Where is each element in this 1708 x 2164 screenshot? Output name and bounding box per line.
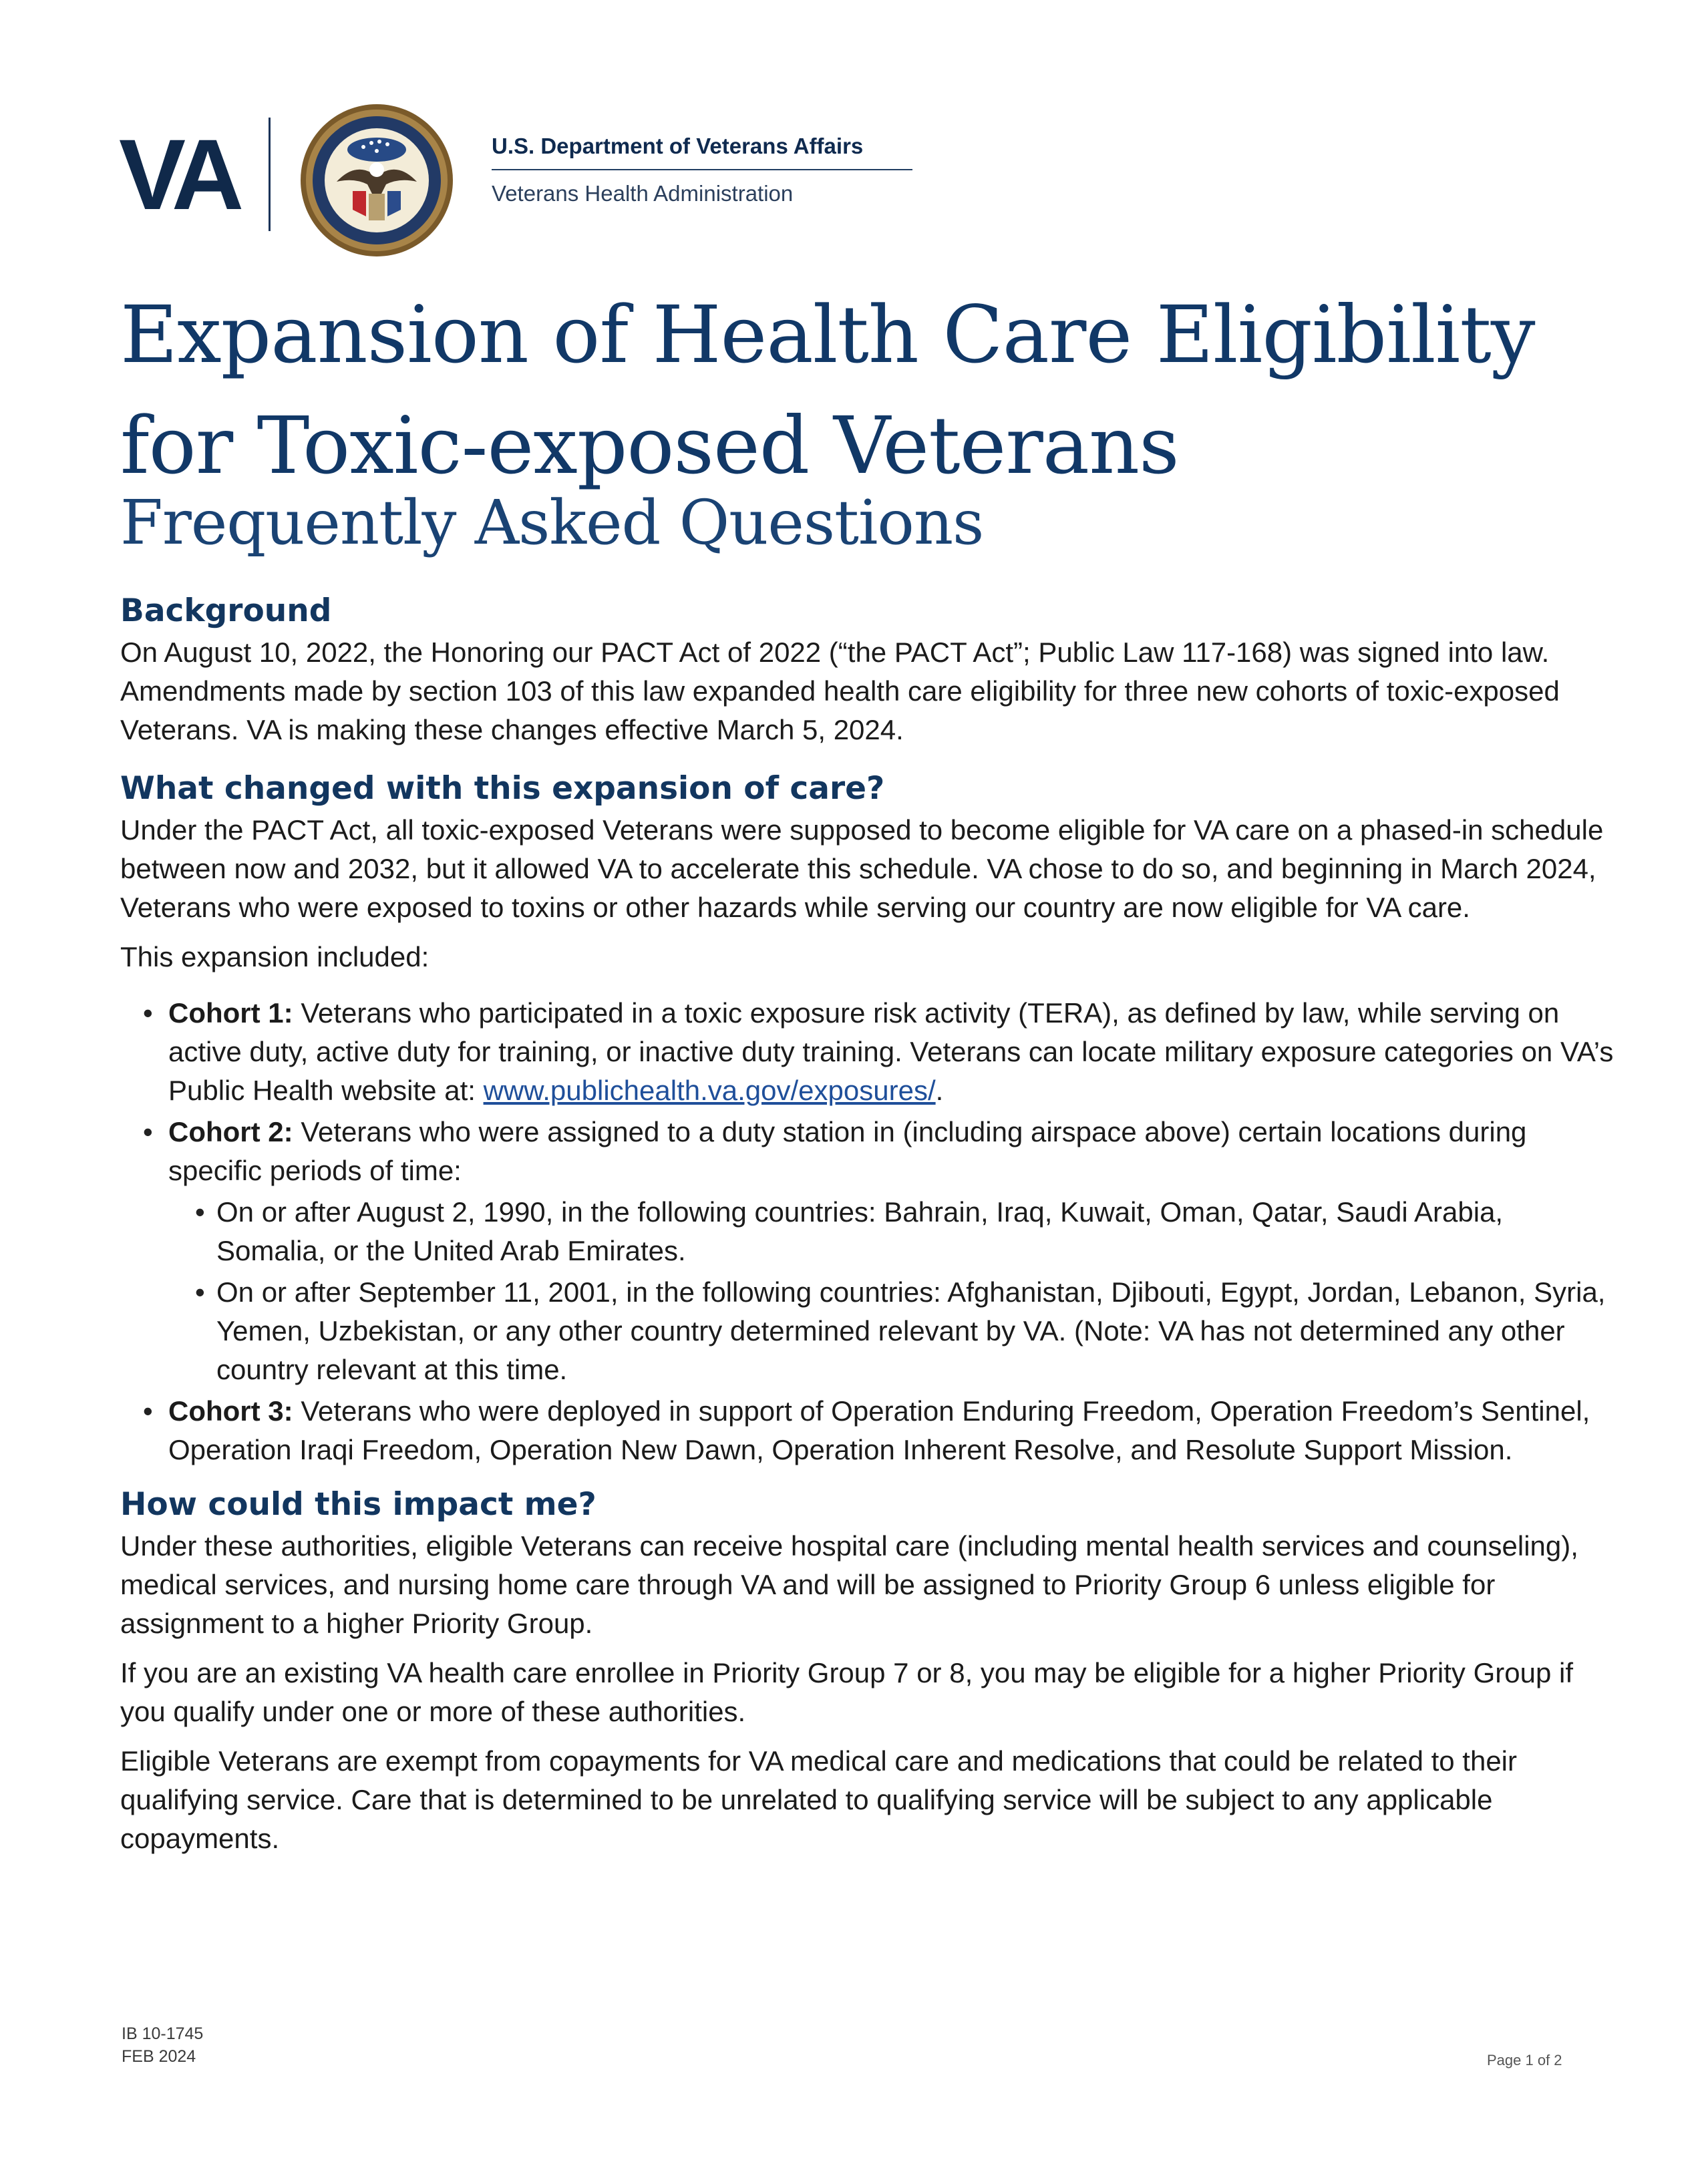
page-subtitle: Frequently Asked Questions: [120, 487, 984, 558]
document-date: FEB 2024: [122, 2047, 196, 2066]
logo-divider: [269, 118, 271, 231]
page-title: [120, 279, 1630, 501]
cohort-2-label: Cohort 2:: [168, 1116, 293, 1147]
cohort-2-item: [120, 1113, 1616, 1190]
background-heading: Background: [120, 592, 332, 629]
administration-name: Veterans Health Administration: [492, 181, 794, 206]
cohort-3-item: [120, 1392, 1616, 1469]
cohort-list: [120, 994, 1616, 1469]
cohort-2-subitem-1990: • On or after August 2, 1990, in the following countries: Bahrain, Iraq, Kuwait, Oman, Qatar, Saudi Arabia, Somalia, or the United Arab Emirates.: [120, 1193, 1616, 1270]
impact-paragraph-1: Under these authorities, eligible Veterans can receive hospital care (including mental health services and counseling), medical services, and nursing home care through VA and will be assigned to Priority Group 6 unless eligible for assignment to a higher Priority Group.: [120, 1530, 1578, 1639]
main-content: [120, 589, 1616, 1858]
cohort-3-text: Veterans who were deployed in support of Operation Enduring Freedom, Operation Freedom’s Sentinel, Operation Iraqi Freedom, Operation New Dawn, Operation Inherent Resolve, and Resolute Support Mission.: [168, 1395, 1590, 1465]
document-code: IB 10-1745: [122, 2024, 204, 2043]
impact-paragraph-3: Eligible Veterans are exempt from copayments for VA medical care and medications that could be related to their qualifying service. Care that is determined to be unrelated to qualifying service will be subject to any applicable copayments.: [120, 1745, 1517, 1854]
cohort-1-trailing: .: [935, 1075, 944, 1106]
public-health-exposures-link[interactable]: www.publichealth.va.gov/exposures/: [483, 1075, 936, 1106]
va-logo: VA: [119, 118, 238, 230]
cohort-1-label: Cohort 1:: [168, 997, 293, 1029]
header-rule: [492, 169, 912, 170]
department-name: U.S. Department of Veterans Affairs: [492, 134, 864, 158]
cohort-1-text: Veterans who participated in a toxic exposure risk activity (TERA), as defined by law, while serving on active duty, active duty for training, or inactive duty training. Veterans can locate military exposure categories on VA’s Public Health website at:: [168, 997, 1614, 1106]
impact-heading: How could this impact me?: [120, 1486, 596, 1523]
expansion-intro: This expansion included:: [120, 941, 430, 972]
cohort-2-text: Veterans who were assigned to a duty station in (including airspace above) certain locations during specific periods of time:: [168, 1116, 1527, 1186]
title-line-2: for Toxic-exposed Veterans: [120, 399, 1179, 492]
title-line-1: Expansion of Health Care Eligibility: [120, 289, 1535, 381]
letterhead: [119, 112, 987, 252]
cohort-1-item: [120, 994, 1616, 1110]
what-changed-text: Under the PACT Act, all toxic-exposed Veterans were supposed to become eligible for VA care on a phased-in schedule between now and 2032, but it allowed VA to accelerate this schedule. VA chose to do so, and beginning in March 2024, Veterans who were exposed to toxins or other hazards while serving our country are now eligible for VA care.: [120, 814, 1604, 923]
department-block: [492, 135, 912, 204]
background-text: On August 10, 2022, the Honoring our PACT Act of 2022 (“the PACT Act”; Public Law 117-168) was signed into law. Amendments made by section 103 of this law expanded health care eligibility for three new cohorts of toxic-exposed Veterans. VA is making these changes effective March 5, 2024.: [120, 637, 1560, 745]
cohort-2-subitem-2001: • On or after September 11, 2001, in the following countries: Afghanistan, Djibouti, Egypt, Jordan, Lebanon, Syria, Yemen, Uzbekistan, or any other country determined relevant by VA. (Note: VA has not determined any other country relevant at this time.: [120, 1273, 1616, 1389]
va-seal-icon: [299, 103, 454, 258]
impact-paragraph-2: If you are an existing VA health care enrollee in Priority Group 7 or 8, you may be eligible for a higher Priority Group if you qualify under one or more of these authorities.: [120, 1657, 1573, 1727]
footer-document-id: [122, 2022, 203, 2068]
what-changed-heading: What changed with this expansion of care?: [120, 770, 885, 807]
page-number: Page 1 of 2: [1487, 2052, 1562, 2068]
cohort-3-label: Cohort 3:: [168, 1395, 293, 1427]
